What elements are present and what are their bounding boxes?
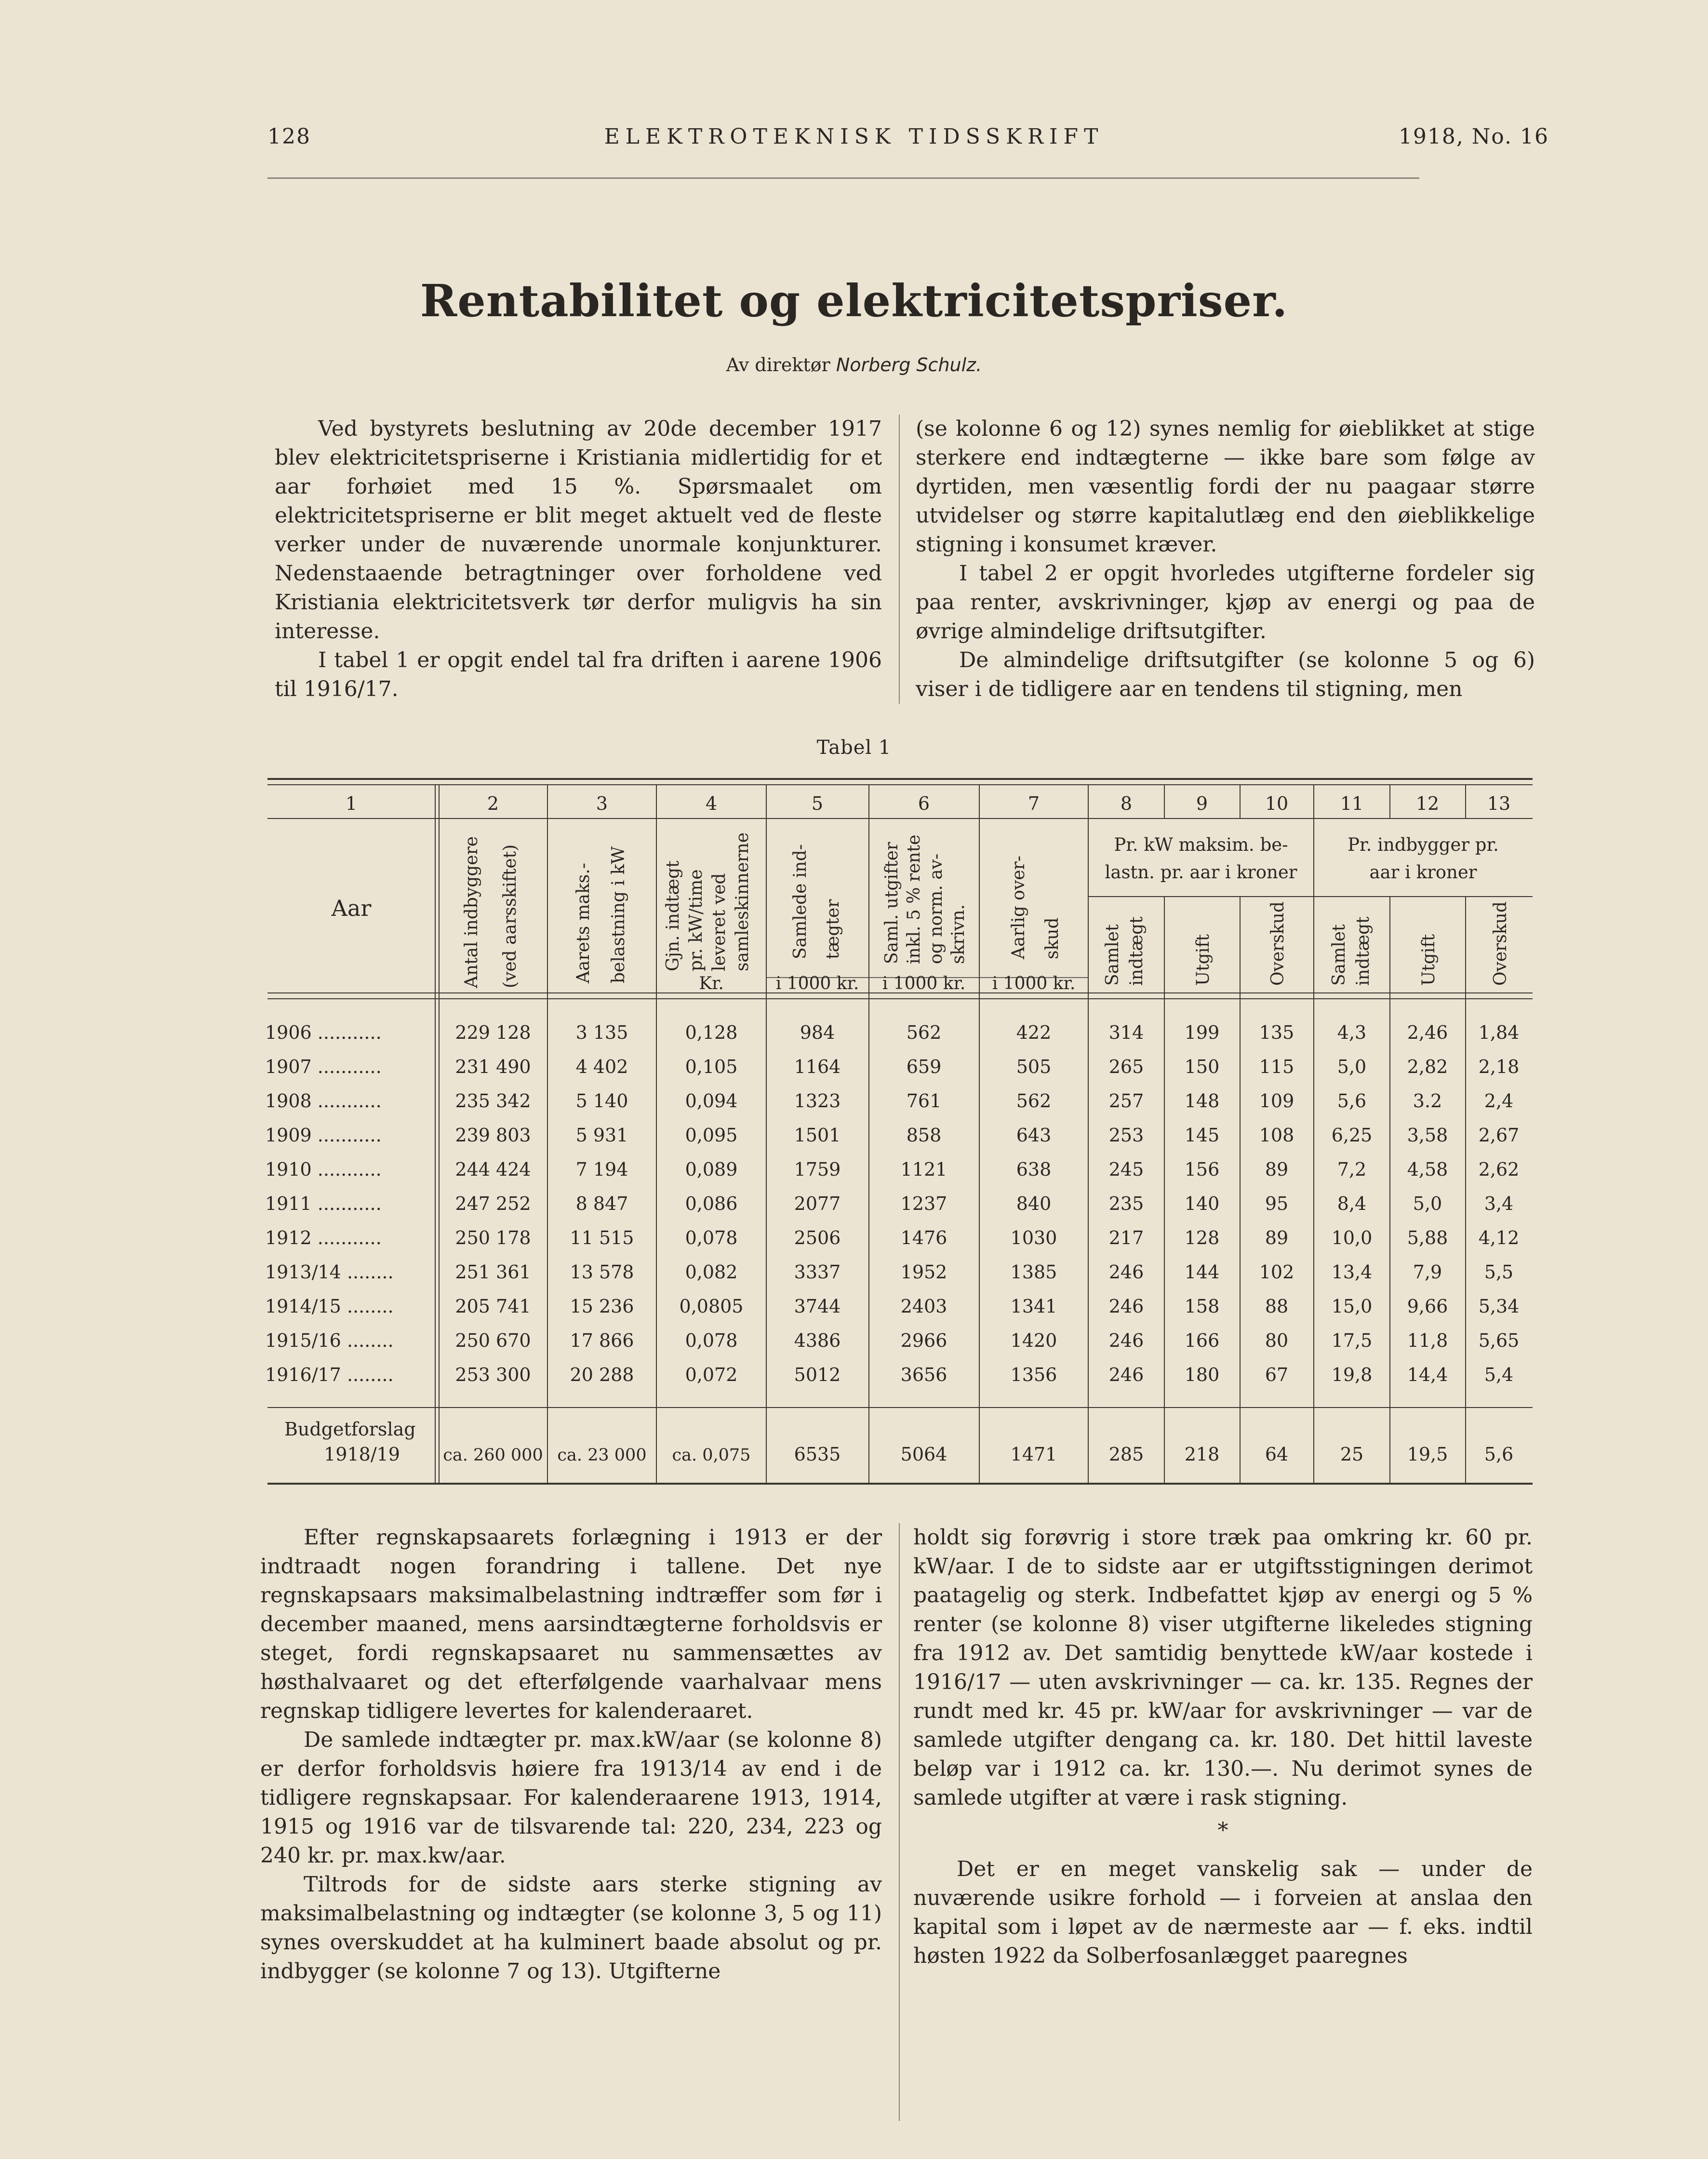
paragraph: Efter regnskapsaarets forlægning i 1913 er der indtraadt nogen forandring i tallene. Det nye regnskapsaars maksimalbelastning indtræffer som før i december maaned, mens aarsindtægterne forholdsvis er steget, fordi regnskapsaaret nu sammensættes av høsthalvaaret og det efterfølgende vaarhalvaar mens regnskap tidligere levertes for kalenderaaret. (260, 1525, 882, 1723)
col-number: 8 (1120, 793, 1133, 814)
table-row (265, 1227, 1519, 1248)
table-row (265, 1022, 1519, 1043)
cell: 247 252 (455, 1193, 531, 1214)
cell: 135 (1259, 1022, 1294, 1043)
col-number: 9 (1196, 793, 1208, 814)
cell: 3 135 (575, 1022, 628, 1043)
cell-year: 1916/17 ........ (265, 1364, 394, 1385)
paragraph: Ved bystyrets beslutning av 20de december 1917 blev elektricitetspriserne i Kristiania midlertidig for et aar forhøiet med 15 %. Spørsmaalet om elektricitetspriserne er blit meget aktuelt ved de fleste verker under de nuværende unormale konjunkturer. Nedenstaaende betragtninger over forholdene ved Kristiania elektricitetsverk tør derfor muligvis ha sin interesse. (275, 416, 882, 644)
cell-year: 1910 ........... (265, 1159, 382, 1180)
journal-title: ELEKTROTEKNISK TIDSSKRIFT (604, 124, 1104, 149)
cell: 231 490 (455, 1056, 531, 1077)
cell: 2,67 (1478, 1125, 1520, 1146)
cell: 180 (1184, 1364, 1220, 1385)
header-c5-line2: tægter (823, 899, 843, 959)
page-number: 128 (267, 124, 311, 149)
cell: 2966 (900, 1330, 947, 1351)
cell: 4,12 (1478, 1227, 1520, 1248)
paragraph: I tabel 2 er opgit hvorledes utgifterne fordeler sig paa renter, avskrivninger, kjøp av energi og paa de øvrige almindelige driftsutgifter. (916, 561, 1535, 644)
cell: 17,5 (1331, 1330, 1373, 1351)
section-separator: * (1217, 1818, 1228, 1843)
cell-year: 1906 ........... (265, 1022, 382, 1043)
cell: 115 (1259, 1056, 1294, 1077)
cell: 0,089 (685, 1159, 738, 1180)
cell: 5,88 (1407, 1227, 1448, 1248)
cell: 235 (1108, 1193, 1144, 1214)
cell-year: 1913/14 ........ (265, 1261, 394, 1283)
table-row-budget (284, 1419, 1513, 1465)
cell: 15 236 (570, 1296, 634, 1317)
header-c11-line2: indtægt (1353, 916, 1373, 986)
cell: 265 (1108, 1056, 1144, 1077)
col-number: 1 (345, 793, 358, 814)
cell: 1030 (1010, 1227, 1057, 1248)
cell: 0,095 (685, 1125, 738, 1146)
cell: 7,9 (1413, 1261, 1442, 1283)
cell: 5,4 (1484, 1364, 1514, 1385)
cell: 5 931 (575, 1125, 628, 1146)
table-row (265, 1261, 1513, 1283)
cell: 505 (1016, 1056, 1052, 1077)
cell: 19,8 (1331, 1364, 1373, 1385)
year-header: Aar (331, 895, 372, 921)
col-number: 5 (811, 793, 824, 814)
cell: 148 (1184, 1090, 1220, 1112)
cell: 205 741 (455, 1296, 531, 1317)
cell: 109 (1259, 1090, 1294, 1112)
cell-year: 1911 ........... (265, 1193, 382, 1214)
col-number: 13 (1487, 793, 1511, 814)
cell: 5012 (794, 1364, 841, 1385)
cell-year: 1908 ........... (265, 1090, 382, 1112)
article-title: Rentabilitet og elektricitetspriser. (420, 275, 1288, 327)
cell: 1952 (900, 1261, 947, 1283)
table-row (265, 1364, 1513, 1385)
cell: 8,4 (1337, 1193, 1367, 1214)
cell: 1323 (794, 1090, 841, 1112)
col-number: 3 (596, 793, 608, 814)
cell: 244 424 (455, 1159, 531, 1180)
cell: 1759 (794, 1159, 841, 1180)
cell: 5 140 (575, 1090, 628, 1112)
cell: 1356 (1010, 1364, 1057, 1385)
header-c6-line4: skrivn. (948, 904, 968, 964)
cell: 156 (1184, 1159, 1220, 1180)
cell: 5,65 (1478, 1330, 1520, 1351)
table-row (265, 1330, 1519, 1351)
cell: 0,082 (685, 1261, 738, 1283)
unit-c4: Kr. (699, 974, 724, 993)
cell: 1471 (1010, 1444, 1057, 1465)
cell: 0,078 (685, 1227, 738, 1248)
header-c5-line1: Samlede ind- (790, 844, 810, 959)
header-c4-line1: Gjn. indtægt (663, 860, 683, 971)
cell: 251 361 (455, 1261, 531, 1283)
cell: 1476 (900, 1227, 947, 1248)
cell: 643 (1016, 1125, 1052, 1146)
cell: 17 866 (570, 1330, 634, 1351)
header-c12: Utgift (1419, 934, 1439, 986)
table-row (265, 1056, 1519, 1077)
author-name: Norberg Schulz. (836, 354, 982, 375)
cell: 253 (1108, 1125, 1144, 1146)
cell-budget-label: Budgetforslag (284, 1419, 416, 1440)
cell: 7,2 (1337, 1159, 1367, 1180)
cell: 0,094 (685, 1090, 738, 1112)
header-c9: Utgift (1193, 934, 1213, 986)
cell: 108 (1259, 1125, 1294, 1146)
table-row (265, 1125, 1519, 1146)
cell: 5064 (900, 1444, 947, 1465)
paragraph: Det er en meget vanskelig sak — under de nuværende usikre forhold — i forveien at anslaa den kapital som i løpet av de nærmeste aar — f. eks. indtil høsten 1922 da Solberfosanlægget paaregnes (913, 1857, 1533, 1968)
cell: 5,34 (1478, 1296, 1520, 1317)
cell: 422 (1016, 1022, 1052, 1043)
cell: 250 178 (455, 1227, 531, 1248)
cell: 245 (1108, 1159, 1144, 1180)
cell: 13,4 (1331, 1261, 1373, 1283)
cell: 2077 (794, 1193, 841, 1214)
cell: 840 (1016, 1193, 1052, 1214)
cell: ca. 23 000 (557, 1446, 647, 1465)
header-c10: Overskud (1268, 901, 1288, 986)
cell: 140 (1184, 1193, 1220, 1214)
cell-budget-year: 1918/19 (324, 1444, 400, 1465)
unit-c7: i 1000 kr. (992, 974, 1076, 993)
cell: 88 (1265, 1296, 1289, 1317)
cell: 3,4 (1484, 1193, 1514, 1214)
col-number: 4 (705, 793, 718, 814)
cell: 761 (906, 1090, 942, 1112)
col-number: 11 (1340, 793, 1364, 814)
header-c3-line1: Aarets maks.- (574, 863, 593, 983)
cell: 1501 (794, 1125, 841, 1146)
table-row (265, 1193, 1513, 1214)
cell: 246 (1108, 1261, 1144, 1283)
cell: 166 (1184, 1330, 1220, 1351)
cell: 6,25 (1331, 1125, 1373, 1146)
cell: 314 (1108, 1022, 1144, 1043)
header-c3-line2: belastning i kW (609, 846, 628, 983)
cell: 250 670 (455, 1330, 531, 1351)
cell: 102 (1259, 1261, 1294, 1283)
cell: 0,086 (685, 1193, 738, 1214)
cell: ca. 260 000 (443, 1446, 543, 1465)
cell: 145 (1184, 1125, 1220, 1146)
cell: 253 300 (455, 1364, 531, 1385)
group-header-2-line2: aar i kroner (1369, 862, 1477, 883)
cell: 218 (1184, 1444, 1220, 1465)
header-c4-line2: pr. kW/time (686, 869, 706, 971)
cell: 128 (1184, 1227, 1220, 1248)
cell: 7 194 (575, 1159, 628, 1180)
cell: 5,0 (1413, 1193, 1442, 1214)
header-c7-line1: Aarlig over- (1009, 856, 1028, 959)
cell: 3656 (900, 1364, 947, 1385)
cell: 5,6 (1484, 1444, 1514, 1465)
cell: 89 (1265, 1227, 1289, 1248)
cell: 67 (1265, 1364, 1289, 1385)
table-row (265, 1090, 1513, 1112)
cell: 0,105 (685, 1056, 738, 1077)
header-c7-line2: skud (1042, 917, 1062, 959)
cell: 11,8 (1407, 1330, 1448, 1351)
table-row (265, 1159, 1519, 1180)
table-caption: Tabel 1 (816, 737, 892, 759)
cell: 257 (1108, 1090, 1144, 1112)
cell: 0,0805 (679, 1296, 744, 1317)
cell: 80 (1265, 1330, 1289, 1351)
cell: ca. 0,075 (672, 1446, 751, 1465)
col-number: 7 (1027, 793, 1040, 814)
cell: 25 (1340, 1444, 1364, 1465)
cell: 89 (1265, 1159, 1289, 1180)
cell: 19,5 (1407, 1444, 1448, 1465)
header-c11-line1: Samlet (1329, 924, 1349, 986)
cell: 2,62 (1478, 1159, 1520, 1180)
cell: 0,072 (685, 1364, 738, 1385)
cell: 4,3 (1337, 1022, 1367, 1043)
cell: 229 128 (455, 1022, 531, 1043)
table-row (265, 1296, 1519, 1317)
cell: 217 (1108, 1227, 1144, 1248)
cell: 638 (1016, 1159, 1052, 1180)
paragraph: De almindelige driftsutgifter (se kolonne 5 og 6) viser i de tidligere aar en tendens til stigning, men (916, 648, 1535, 701)
header-c8-line1: Samlet (1103, 924, 1122, 986)
header-c8-line2: indtægt (1127, 916, 1147, 986)
col-number: 12 (1415, 793, 1440, 814)
header-c2-line1: Antal indbyggere (462, 836, 481, 988)
cell-year: 1912 ........... (265, 1227, 382, 1248)
cell: 2,4 (1484, 1090, 1514, 1112)
cell: 858 (906, 1125, 942, 1146)
header-c6-line2: inkl. 5 % rente (904, 834, 924, 964)
body-right-column (913, 1523, 1533, 1971)
cell: 0,128 (685, 1022, 738, 1043)
unit-c6: i 1000 kr. (882, 974, 966, 993)
cell-year: 1914/15 ........ (265, 1296, 394, 1317)
cell: 2,18 (1478, 1056, 1520, 1077)
cell: 1341 (1010, 1296, 1057, 1317)
cell: 246 (1108, 1364, 1144, 1385)
header-c4-line4: samleskinnerne (733, 832, 752, 971)
byline-prefix: Av direktør (726, 354, 830, 375)
cell: 1385 (1010, 1261, 1057, 1283)
header-c6-line3: og norm. av- (926, 853, 946, 964)
cell: 14,4 (1407, 1364, 1448, 1385)
cell: 3.2 (1413, 1090, 1442, 1112)
paragraph: Tiltrods for de sidste aars sterke stigning av maksimalbelastning og indtægter (se kolonne 3, 5 og 11) synes overskuddet at ha kulminert baade absolut og pr. indbygger (se kolonne 7 og 13). Utgifterne (260, 1872, 882, 1984)
cell-year: 1915/16 ........ (265, 1330, 394, 1351)
cell: 15,0 (1331, 1296, 1373, 1317)
issue-label: 1918, No. 16 (1398, 124, 1549, 149)
group-header-1-line1: Pr. kW maksim. be- (1114, 834, 1288, 855)
cell: 1121 (900, 1159, 947, 1180)
header-c6-line1: Saml. utgifter (882, 842, 902, 964)
cell: 2,82 (1407, 1056, 1448, 1077)
cell: 659 (906, 1056, 942, 1077)
table-body (265, 1022, 1519, 1465)
cell: 984 (800, 1022, 835, 1043)
col-number: 2 (487, 793, 499, 814)
cell: 2,46 (1407, 1022, 1448, 1043)
paragraph: De samlede indtægter pr. max.kW/aar (se kolonne 8) er derfor forholdsvis høiere fra 1913/14 av end i de tidligere regnskapsaar. For kalenderaarene 1913, 1914, 1915 og 1916 var de tilsvarende tal: 220, 234, 223 og 240 kr. pr. max.kw/aar. (260, 1728, 882, 1868)
paragraph: (se kolonne 6 og 12) synes nemlig for øieblikket at stige sterkere end indtægterne — ikke bare som følge av dyrtiden, men væsentlig fordi der nu paagaar større utvidelser og større kapitalutlæg end den øieblikkelige stigning i konsumet kræver. (916, 416, 1535, 557)
cell: 2403 (900, 1296, 947, 1317)
cell: 1164 (794, 1056, 841, 1077)
cell: 11 515 (570, 1227, 634, 1248)
cell: 150 (1184, 1056, 1220, 1077)
cell: 13 578 (570, 1261, 634, 1283)
header-c4-line3: leveret ved (709, 873, 729, 971)
cell: 4 402 (575, 1056, 628, 1077)
body-left-column (260, 1523, 882, 1986)
cell: 9,66 (1407, 1296, 1448, 1317)
cell: 562 (1016, 1090, 1052, 1112)
group-header-1-line2: lastn. pr. aar i kroner (1105, 862, 1297, 883)
cell: 3337 (794, 1261, 841, 1283)
cell: 1237 (900, 1193, 947, 1214)
cell: 6535 (794, 1444, 841, 1465)
cell: 10,0 (1331, 1227, 1373, 1248)
group-header-2-line1: Pr. indbygger pr. (1348, 834, 1499, 855)
paragraph: I tabel 1 er opgit endel tal fra driften i aarene 1906 til 1916/17. (275, 648, 882, 701)
cell: 2506 (794, 1227, 841, 1248)
cell-year: 1907 ........... (265, 1056, 382, 1077)
cell: 1,84 (1478, 1022, 1520, 1043)
cell: 562 (906, 1022, 942, 1043)
header-c13: Overskud (1491, 901, 1510, 986)
cell: 64 (1265, 1444, 1289, 1465)
cell: 1420 (1010, 1330, 1057, 1351)
unit-c5: i 1000 kr. (775, 974, 859, 993)
cell: 5,6 (1337, 1090, 1367, 1112)
column-rule (899, 1523, 900, 2121)
cell: 4,58 (1407, 1159, 1448, 1180)
cell: 144 (1184, 1261, 1220, 1283)
cell: 0,078 (685, 1330, 738, 1351)
paragraph: holdt sig forøvrig i store træk paa omkring kr. 60 pr. kW/aar. I de to sidste aar er utgiftsstigningen derimot paatagelig og sterk. Indbefattet kjøp av energi og 5 % renter (se kolonne 8) viser utgifterne likeledes stigning fra 1912 av. Det samtidig benyttede kW/aar kostede i 1916/17 — uten avskrivninger — ca. kr. 135. Regnes der rundt med kr. 45 pr. kW/aar for avskrivninger — var de samlede utgifter dengang ca. kr. 180. Det hittil laveste beløp var i 1912 ca. kr. 130.—. Nu derimot synes de samlede utgifter at være i rask stigning. (913, 1525, 1533, 1810)
cell: 158 (1184, 1296, 1220, 1317)
cell: 246 (1108, 1296, 1144, 1317)
cell: 3,58 (1407, 1125, 1448, 1146)
col-number: 6 (918, 793, 930, 814)
cell-year: 1909 ........... (265, 1125, 382, 1146)
cell: 3744 (794, 1296, 841, 1317)
cell: 239 803 (455, 1125, 531, 1146)
cell: 4386 (794, 1330, 841, 1351)
cell: 20 288 (570, 1364, 634, 1385)
header-c2-line2: (ved aarsskiftet) (500, 844, 520, 988)
cell: 95 (1265, 1193, 1289, 1214)
col-number: 10 (1265, 793, 1289, 814)
cell: 199 (1184, 1022, 1220, 1043)
cell: 285 (1108, 1444, 1144, 1465)
cell: 235 342 (455, 1090, 531, 1112)
cell: 246 (1108, 1330, 1144, 1351)
cell: 5,0 (1337, 1056, 1367, 1077)
cell: 8 847 (575, 1193, 628, 1214)
cell: 5,5 (1484, 1261, 1514, 1283)
